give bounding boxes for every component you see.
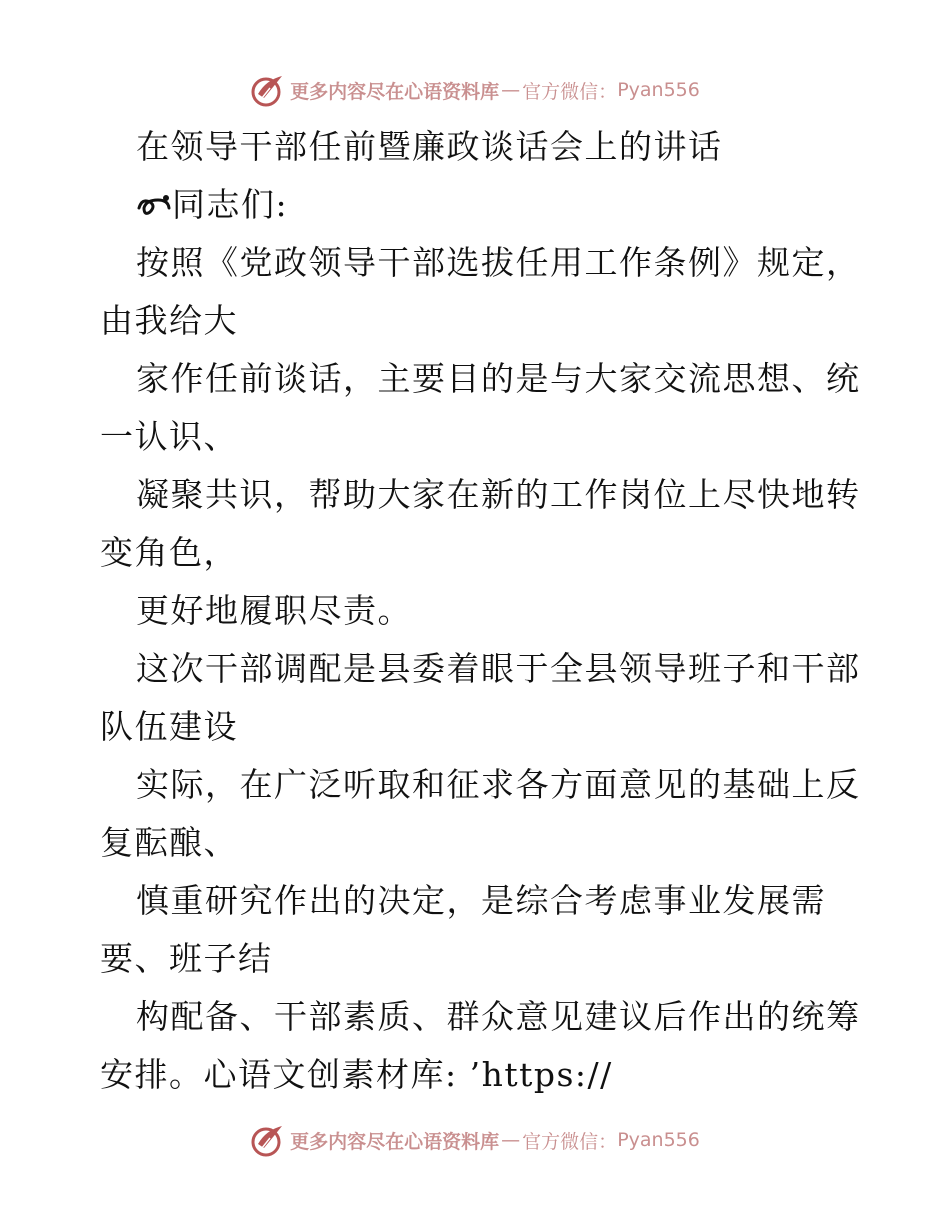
paragraph-line: 凝聚共识，帮助大家在新的工作岗位上尽快地转 — [136, 475, 861, 514]
paragraph-line: 一认识、 — [100, 417, 238, 456]
footer-banner — [0, 1120, 950, 1160]
paragraph-line: 构配备、干部素质、群众意见建议后作出的统筹 — [136, 997, 861, 1036]
salutation-text: 同志们: — [172, 185, 289, 224]
salutation-line — [100, 176, 860, 234]
paragraph-line: 更好地履职尽责。 — [136, 591, 412, 630]
paragraph-line: 按照《党政领导干部选拔任用工作条例》规定， — [136, 243, 861, 282]
paragraph-line: 这次干部调配是县委着眼于全县领导班子和干部 — [136, 649, 861, 688]
swirl-icon — [136, 190, 172, 220]
paragraph-line: 家作任前谈话，主要目的是与大家交流思想、统 — [136, 359, 861, 398]
header-banner — [0, 70, 950, 110]
paragraph-line: 慎重研究作出的决定，是综合考虑事业发展需 — [136, 881, 826, 920]
paragraph-line: 要、班子结 — [100, 939, 273, 978]
banner-title: 更多内容尽在心语资料库 — [290, 1130, 500, 1153]
paragraph-line: 由我给大 — [100, 301, 238, 340]
banner-wechat-id: Pyan556 — [617, 1129, 700, 1151]
banner-wechat-label: 官方微信： — [522, 80, 618, 103]
banner-wechat-label: 官方微信： — [522, 1130, 618, 1153]
doc-title: 在领导干部任前暨廉政谈话会上的讲话 — [136, 127, 723, 166]
banner-dash: — — [501, 79, 521, 101]
paragraph-line: 变角色， — [100, 533, 238, 572]
paragraph-line: 安排。心语文创素材库: ’https:// — [100, 1055, 613, 1094]
document-body — [100, 118, 860, 1104]
paragraph-line: 复酝酿、 — [100, 823, 238, 862]
banner-title: 更多内容尽在心语资料库 — [290, 80, 500, 103]
quill-logo-icon — [250, 72, 286, 108]
banner-wechat-id: Pyan556 — [617, 79, 700, 101]
banner-dash: — — [501, 1129, 521, 1151]
paragraph-line: 实际，在广泛听取和征求各方面意见的基础上反 — [136, 765, 861, 804]
paragraph-line: 队伍建设 — [100, 707, 238, 746]
quill-logo-icon — [250, 1122, 286, 1158]
